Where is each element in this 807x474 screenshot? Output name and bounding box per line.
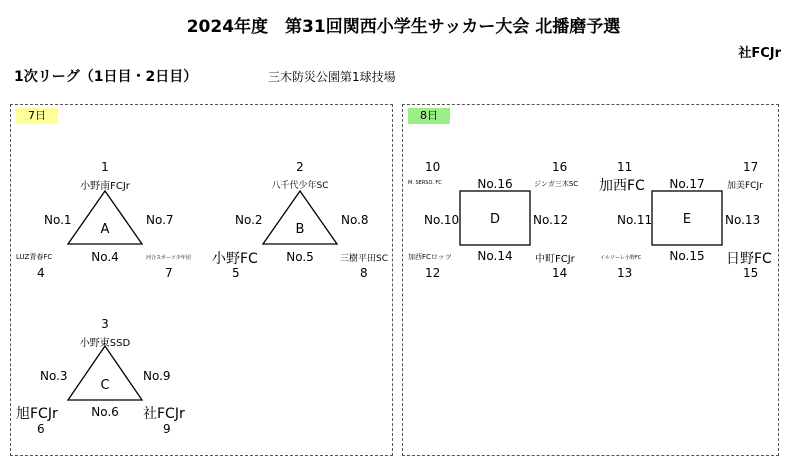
group-c-left-num: 6 [37, 422, 45, 436]
group-a-bottom-match: No.4 [91, 250, 119, 264]
group-b-top-team: 八千代少年SC [271, 181, 329, 191]
subtitle: 1次リーグ（1日目・2日目） [14, 69, 198, 85]
group-c-left-team: 旭FCJr [16, 406, 58, 422]
venue: 三木防災公園第1球技場 [268, 70, 396, 84]
group-d-br-num: 14 [552, 266, 568, 280]
group-a-right-match: No.7 [146, 213, 174, 227]
group-e-name: E [682, 212, 692, 227]
group-c-bottom-match: No.6 [91, 405, 119, 419]
group-a-left-num: 4 [37, 266, 45, 280]
page-title: 2024年度 第31回関西小学生サッカー大会 北播磨予選 [186, 17, 621, 37]
group-e-bl-num: 13 [617, 266, 633, 280]
group-c-left-match: No.3 [40, 369, 68, 383]
group-d-bl-team: 加西FCロッツ [408, 253, 452, 261]
group-a-top-num: 1 [101, 160, 109, 174]
group-a-top-team: 小野南FCJr [80, 181, 130, 192]
group-b-top-num: 2 [296, 160, 304, 174]
group-d-br-team: 中町FCJr [535, 254, 575, 265]
group-b-bottom-match: No.5 [286, 250, 314, 264]
group-e-bl-team: イルソーレ小野FC [600, 255, 642, 261]
group-d-tl-team: M. SERSO. FC [408, 180, 442, 186]
group-e-br-team: 日野FC [726, 251, 772, 267]
group-a-name: A [100, 222, 110, 237]
group-c-top-team: 小野東SSD [79, 338, 131, 349]
day2-label: 8日 [408, 108, 450, 124]
group-e-right-match: No.13 [725, 213, 761, 227]
group-e-top-match: No.17 [669, 177, 705, 191]
group-c-name: C [100, 378, 110, 393]
group-b-name: B [295, 222, 305, 237]
group-e-tl-num: 11 [617, 160, 633, 174]
group-e-left-match: No.11 [617, 213, 653, 227]
group-b-left-match: No.2 [235, 213, 263, 227]
group-e-tr-team: 加美FCJr [727, 181, 763, 191]
group-d-left-match: No.10 [424, 213, 460, 227]
group-a-right-num: 7 [165, 266, 173, 280]
group-d-tr-team: ジンガ三木SC [534, 180, 579, 188]
group-c-right-num: 9 [163, 422, 171, 436]
group-a-left-team: LUZ青春FC [16, 253, 53, 261]
group-b-right-match: No.8 [341, 213, 369, 227]
group-b-left-team: 小野FC [212, 251, 258, 267]
group-e-br-num: 15 [743, 266, 759, 280]
group-a-left-match: No.1 [44, 213, 72, 227]
group-d-top-match: No.16 [477, 177, 513, 191]
group-d-tr-num: 16 [552, 160, 568, 174]
group-c-right-team: 社FCJr [143, 406, 185, 422]
group-d-tl-num: 10 [425, 160, 441, 174]
group-b-right-team: 三樹平田SC [340, 254, 388, 264]
group-c-top-num: 3 [101, 317, 109, 331]
group-d-bottom-match: No.14 [477, 249, 513, 263]
day1-label: 7日 [16, 108, 58, 124]
group-c-right-match: No.9 [143, 369, 171, 383]
organizer: 社FCJr [738, 46, 781, 61]
group-e-tr-num: 17 [743, 160, 759, 174]
group-d-name: D [489, 212, 501, 227]
group-b-left-num: 5 [232, 266, 240, 280]
group-e-bottom-match: No.15 [669, 249, 705, 263]
group-d-right-match: No.12 [533, 213, 569, 227]
group-a-right-team: 河合スポーツ少年団 [146, 255, 191, 261]
group-b-right-num: 8 [360, 266, 368, 280]
group-e-tl-team: 加西FC [599, 178, 645, 194]
group-d-bl-num: 12 [425, 266, 441, 280]
